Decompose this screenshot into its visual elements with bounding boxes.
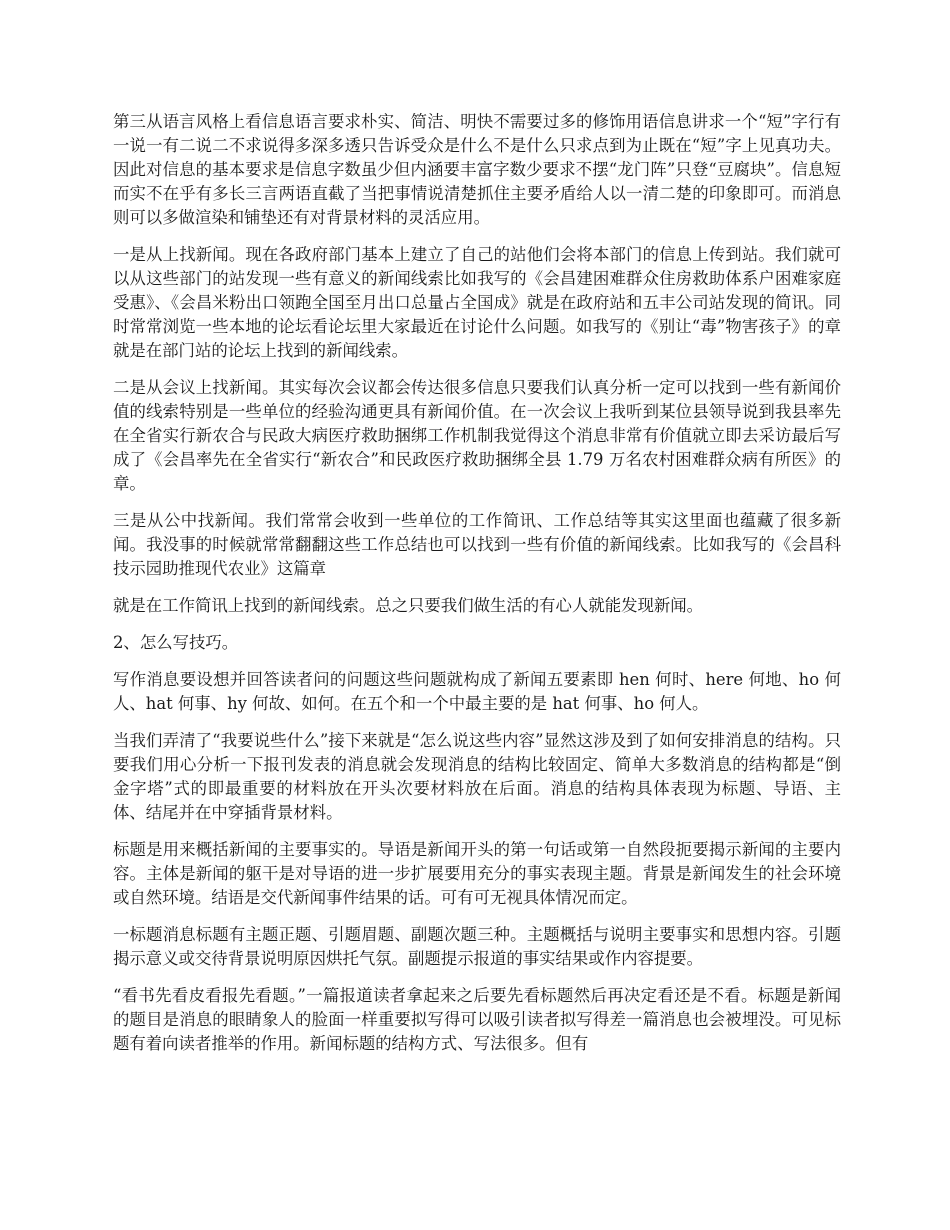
paragraph-structure: 当我们弄清了“我要说些什么”接下来就是“怎么说这些内容”显然这涉及到了如何安排消息的结构。只要我们用心分析一下报刊发表的消息就会发现消息的结构比较固定、简单大多数消息的结构都是“倒金字塔”式的即最重要的材料放在开头次要材料放在后面。消息的结构具体表现为标题、导语、主体、结尾并在中穿插背景材料。 [113, 731, 841, 822]
paragraph-summary: 就是在工作简讯上找到的新闻线索。总之只要我们做生活的有心人就能发现新闻。 [113, 596, 704, 615]
paragraph-find-news-meetings: 二是从会议上找新闻。其实每次会议都会传达很多信息只要我们认真分析一定可以找到一些有新闻价值的线索特别是一些单位的经验沟通更具有新闻价值。在一次会议上我听到某位县领导说到我县率先在全省实行新农合与民政大病医疗救助捆绑工作机制我觉得这个消息非常有价值就立即去采访最后写成了《会昌率先在全省实行“新农合”和民政医疗救助捆绑全县 1.79 万名农村困难群众病有所医》的章。 [113, 378, 841, 493]
paragraph-five-elements: 写作消息要设想并回答读者问的问题这些问题就构成了新闻五要素即 hen 何时、here 何地、ho 何人、hat 何事、hy 何故、如何。在五个和一个中最主要的是 hat 何事、ho 何人。 [113, 670, 841, 713]
paragraph-language-style: 第三从语言风格上看信息语言要求朴实、简洁、明快不需要过多的修饰用语信息讲求一个“短”字行有一说一有二说二不求说得多深多透只告诉受众是什么不是什么只求点到为止既在“短”字上见真功夫。因此对信息的基本要求是信息字数虽少但内涵要丰富字数少要求不摆“龙门阵”只登“豆腐块”。信息短而实不在乎有多长三言两语直截了当把事情说清楚抓住主要矛盾给人以一清二楚的印象即可。而消息则可以多做渲染和铺垫还有对背景材料的灵活应用。 [113, 112, 841, 227]
paragraph-headline-importance: “看书先看皮看报先看题。”一篇报道读者拿起来之后要先看标题然后再决定看还是不看。标题是新闻的题目是消息的眼睛象人的脸面一样重要拟写得可以吸引读者拟写得差一篇消息也会被埋没。可见标题有着向读者推举的作用。新闻标题的结构方式、写法很多。但有 [113, 986, 841, 1053]
section-heading-writing-skills: 2、怎么写技巧。 [113, 633, 239, 652]
document-body [113, 110, 841, 1069]
paragraph-parts-definition: 标题是用来概括新闻的主要事实的。导语是新闻开头的第一句话或第一自然段扼要揭示新闻的主要内容。主体是新闻的躯干是对导语的进一步扩展要用充分的事实表现主题。背景是新闻发生的社会环境或自然环境。结语是交代新闻事件结果的话。可有可无视具体情况而定。 [113, 840, 841, 907]
paragraph-find-news-online: 一是从上找新闻。现在各政府部门基本上建立了自己的站他们会将本部门的信息上传到站。我们就可以从这些部门的站发现一些有意义的新闻线索比如我写的《会昌建困难群众住房救助体系户困难家庭受惠》、《会昌米粉出口领跑全国至月出口总量占全国成》就是在政府站和五丰公司站发现的简讯。同时常常浏览一些本地的论坛看论坛里大家最近在讨论什么问题。如我写的《别让“毒”物害孩子》的章就是在部门站的论坛上找到的新闻线索。 [113, 245, 841, 360]
paragraph-headline-types: 一标题消息标题有主题正题、引题眉题、副题次题三种。主题概括与说明主要事实和思想内容。引题揭示意义或交待背景说明原因烘托气氛。副题提示报道的事实结果或作内容提要。 [113, 925, 841, 968]
paragraph-find-news-documents: 三是从公中找新闻。我们常常会收到一些单位的工作简讯、工作总结等其实这里面也蕴藏了很多新闻。我没事的时候就常常翻翻这些工作总结也可以找到一些有价值的新闻线索。比如我写的《会昌科技示园助推现代农业》这篇章 [113, 511, 841, 578]
